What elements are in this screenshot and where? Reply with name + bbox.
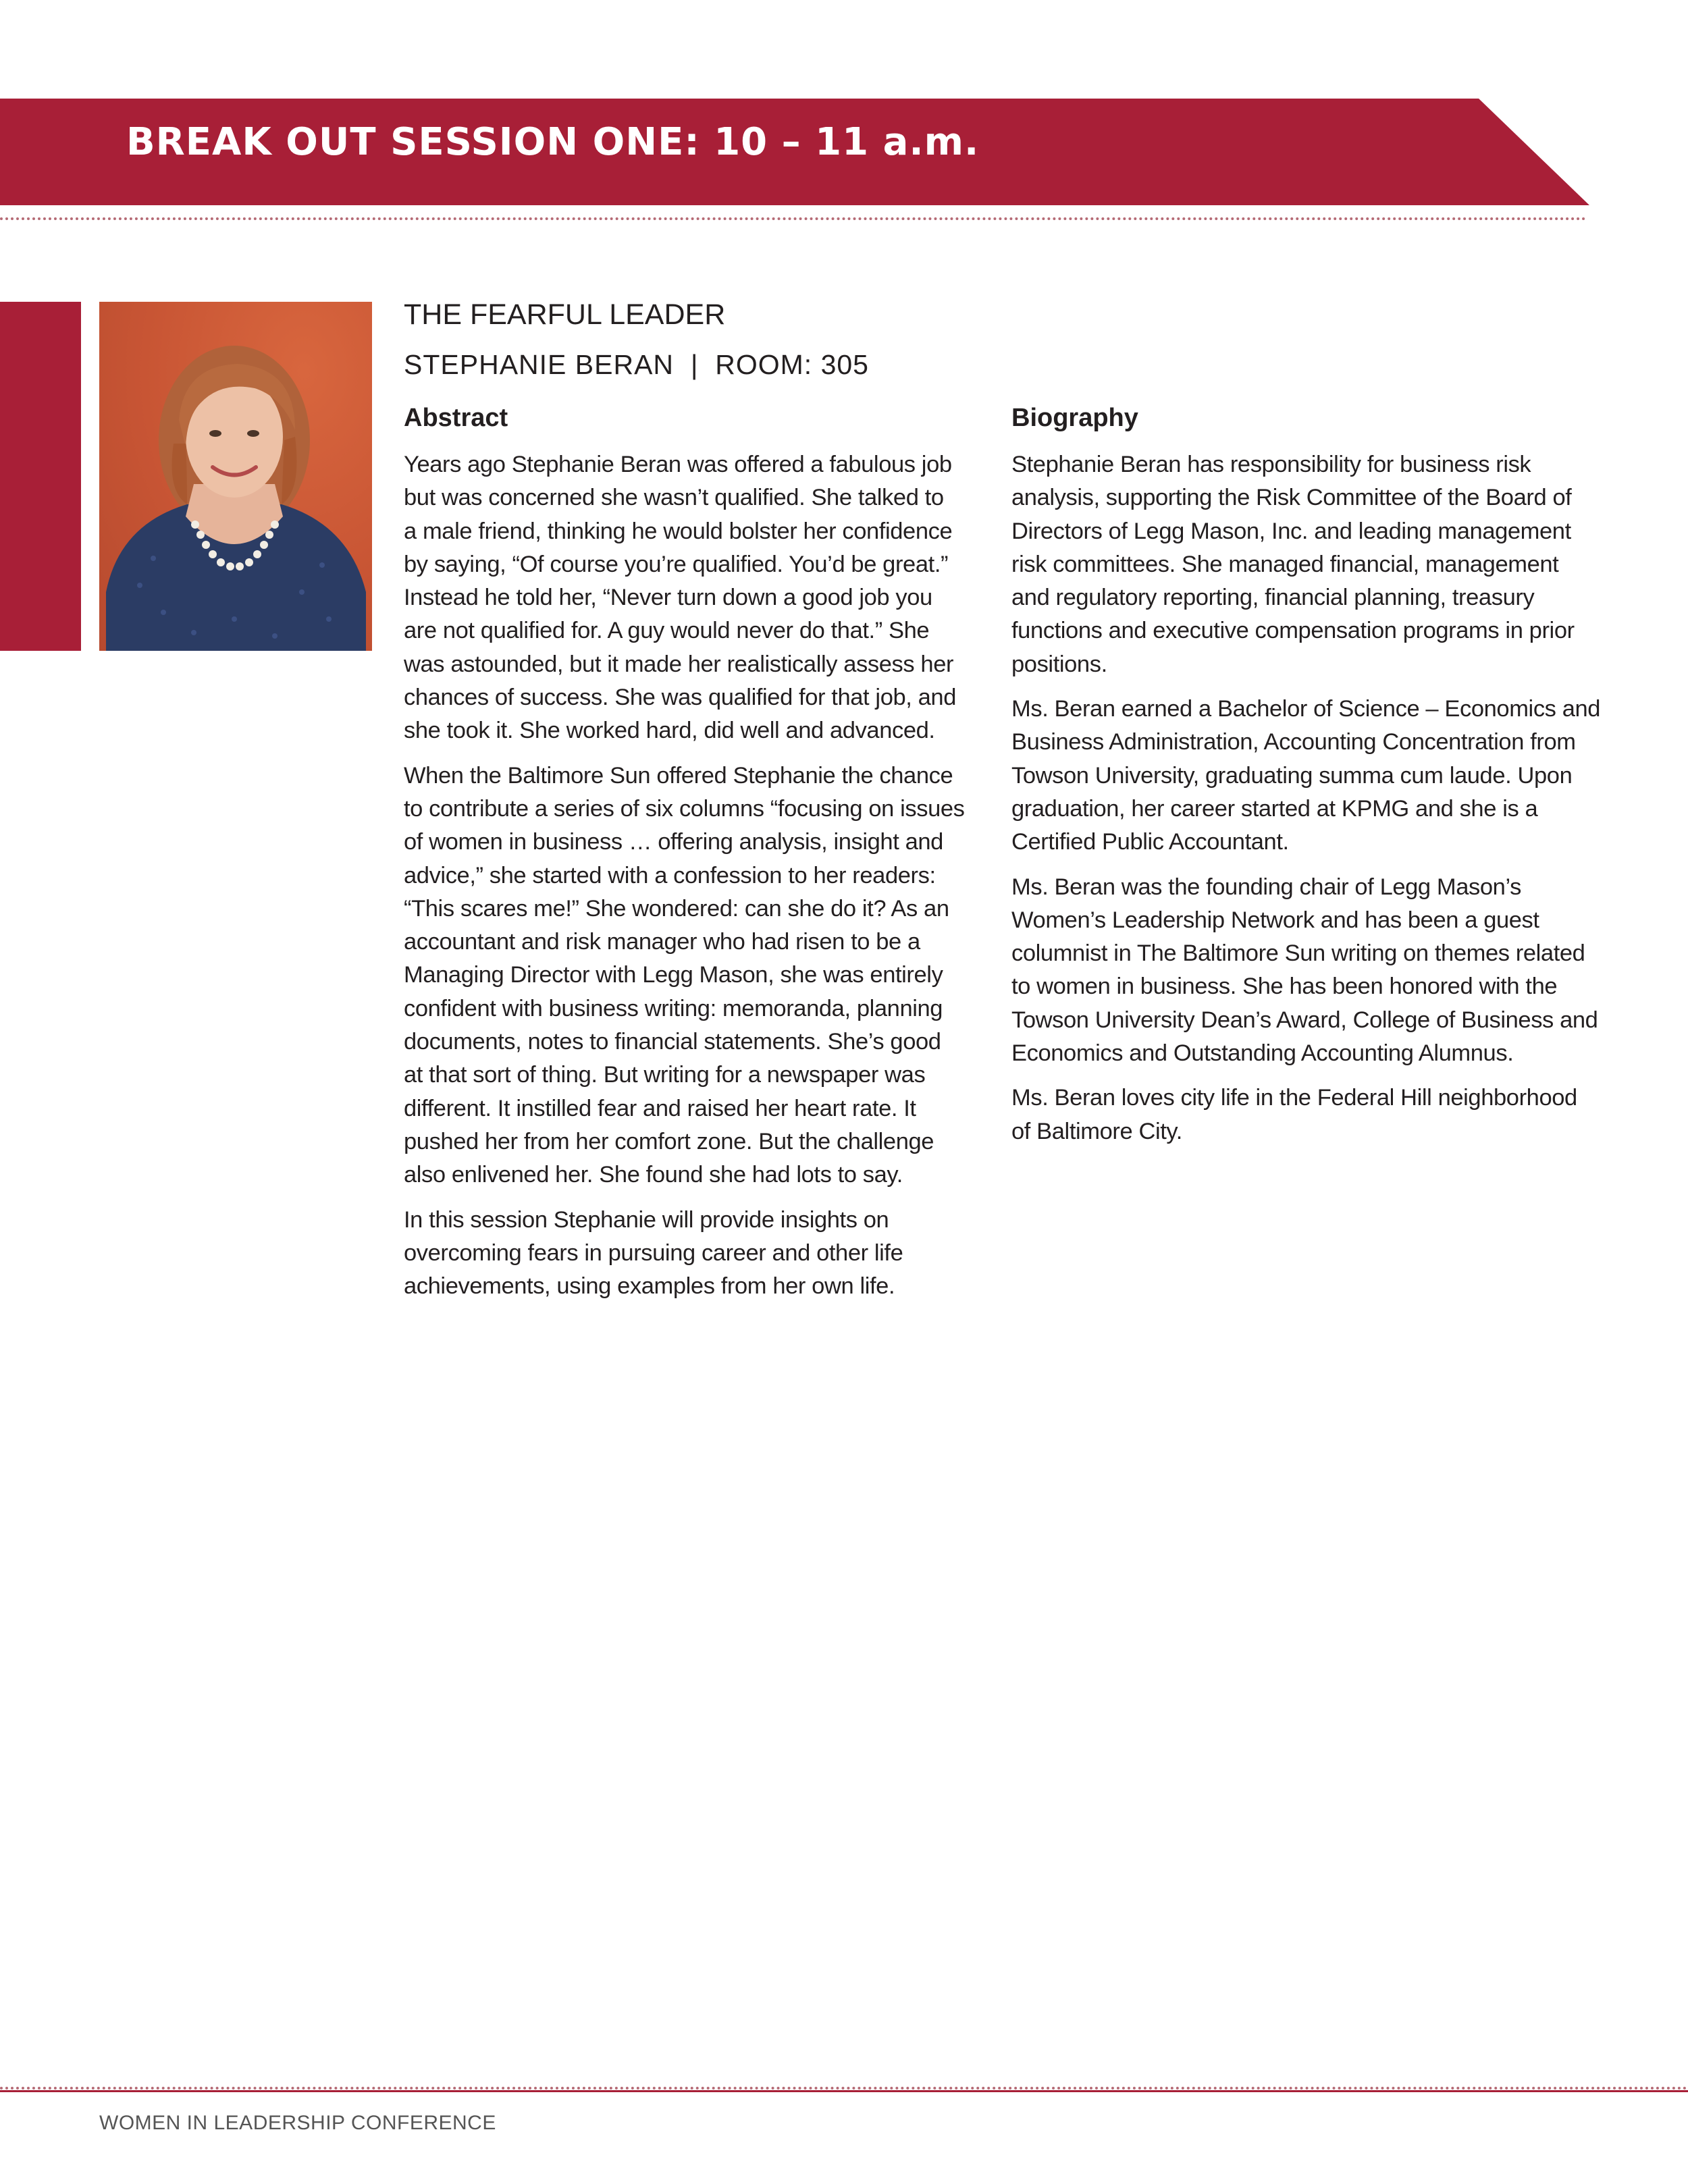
text-line: of women in business … offering analysis, insight and [404, 829, 943, 855]
paragraph [404, 760, 978, 1192]
text-line: was astounded, but it made her realistically assess her [404, 651, 954, 677]
paragraph [1011, 1082, 1606, 1148]
text-line: different. It instilled fear and raised her heart rate. It [404, 1095, 916, 1121]
text-line: positions. [1011, 651, 1107, 677]
paragraph [1011, 448, 1606, 681]
text-line: a male friend, thinking he would bolster her confidence [404, 518, 953, 544]
text-line: Towson University Dean’s Award, College of Business and [1011, 1007, 1598, 1033]
text-line: Ms. Beran earned a Bachelor of Science – Economics and [1011, 696, 1601, 722]
text-line: functions and executive compensation programs in prior [1011, 618, 1575, 644]
abstract-heading: Abstract [404, 404, 508, 432]
speaker-portrait-icon [99, 302, 372, 651]
text-line: Years ago Stephanie Beran was offered a fabulous job [404, 452, 952, 477]
text-line: Directors of Legg Mason, Inc. and leading management [1011, 518, 1571, 544]
text-line: to contribute a series of six columns “focusing on issues [404, 795, 965, 822]
paragraph [1011, 871, 1606, 1071]
text-line: achievements, using examples from her own life. [404, 1273, 895, 1300]
speaker-photo [99, 302, 372, 651]
paragraph [404, 448, 978, 748]
paragraph [1011, 693, 1606, 859]
text-line: analysis, supporting the Risk Committee of the Board of [1011, 485, 1572, 511]
text-line: “This scares me!” She wondered: can she do it? As an [404, 895, 949, 922]
text-line: Business Administration, Accounting Concentration from [1011, 729, 1576, 755]
abstract-section [404, 401, 978, 1314]
abstract-body [404, 448, 978, 1303]
dotted-divider-top [0, 217, 1587, 220]
text-line: graduation, her career started at KPMG and she is a [1011, 795, 1538, 822]
text-line: Towson University, graduating summa cum laude. Upon [1011, 762, 1573, 789]
text-line: confident with business writing: memoranda, planning [404, 995, 943, 1021]
biography-heading: Biography [1011, 404, 1138, 432]
text-line: Managing Director with Legg Mason, she was entirely [404, 962, 943, 988]
banner-title: BREAK OUT SESSION ONE: 10 – 11 a.m. [126, 120, 980, 164]
text-line: also enlivened her. She found she had lots to say. [404, 1162, 903, 1188]
text-line: Certified Public Accountant. [1011, 829, 1289, 855]
text-line: are not qualified for. A guy would never do that.” She [404, 618, 930, 644]
text-line: Economics and Outstanding Accounting Alumnus. [1011, 1040, 1514, 1067]
dotted-divider-bottom [0, 2087, 1688, 2089]
text-line: columnist in The Baltimore Sun writing on themes related [1011, 940, 1585, 967]
text-line: Stephanie Beran has responsibility for business risk [1011, 452, 1531, 477]
text-line: and regulatory reporting, financial planning, treasury [1011, 585, 1535, 611]
text-line: In this session Stephanie will provide insights on [404, 1206, 889, 1233]
biography-section [1011, 401, 1606, 1160]
footer-text: WOMEN IN LEADERSHIP CONFERENCE [99, 2112, 496, 2134]
biography-body [1011, 448, 1606, 1148]
paragraph [404, 1204, 978, 1304]
text-line: When the Baltimore Sun offered Stephanie the chance [404, 762, 953, 789]
text-line: Instead he told her, “Never turn down a good job you [404, 585, 932, 611]
text-line: Ms. Beran was the founding chair of Legg Mason’s [1011, 874, 1521, 900]
text-line: pushed her from her comfort zone. But the challenge [404, 1128, 934, 1154]
session-title: THE FEARFUL LEADER [404, 298, 726, 331]
text-line: documents, notes to financial statements. She’s good [404, 1029, 941, 1055]
text-line: Ms. Beran loves city life in the Federal Hill neighborhood [1011, 1085, 1577, 1111]
text-line: to women in business. She has been honored with the [1011, 974, 1558, 1000]
text-line: she took it. She worked hard, did well and advanced. [404, 718, 935, 744]
text-line: advice,” she started with a confession to her readers: [404, 862, 936, 888]
accent-bar [0, 302, 81, 651]
text-line: overcoming fears in pursuing career and other life [404, 1240, 903, 1266]
text-line: of Baltimore City. [1011, 1118, 1182, 1144]
footer-rule [0, 2090, 1688, 2092]
text-line: risk committees. She managed financial, management [1011, 551, 1559, 577]
text-line: chances of success. She was qualified for that job, and [404, 685, 956, 711]
text-line: but was concerned she wasn’t qualified. She talked to [404, 485, 944, 511]
text-line: accountant and risk manager who had risen to be a [404, 929, 920, 955]
text-line: by saying, “Of course you’re qualified. You’d be great.” [404, 551, 949, 577]
text-line: at that sort of thing. But writing for a newspaper was [404, 1062, 926, 1088]
text-line: Women’s Leadership Network and has been a guest [1011, 907, 1539, 933]
speaker-room: STEPHANIE BERAN | ROOM: 305 [404, 349, 869, 380]
